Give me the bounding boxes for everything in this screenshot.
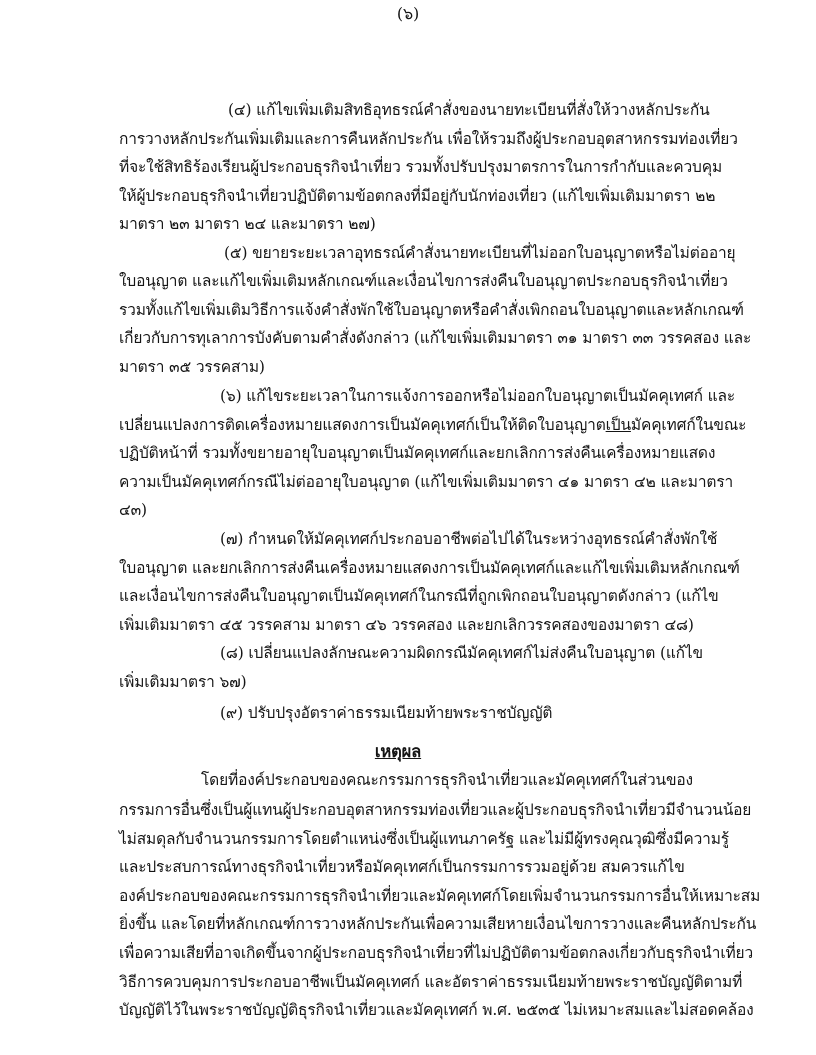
item-line: รวมทั้งแก้ไขเพิ่มเติมวิธีการแจ้งคำสั่งพักใช้ใบอนุญาตหรือคำสั่งเพิกถอนใบอนุญาตและหลักเกณฑ์ [119, 301, 744, 319]
underlined-word: เป็น [605, 416, 631, 434]
item-line: การวางหลักประกันเพิ่มเติมและการคืนหลักประกัน เพื่อให้รวมถึงผู้ประกอบอุตสาหกรรมท่องเที่ยว [119, 130, 738, 148]
item-line-head: เปลี่ยนแปลงการติดเครื่องหมายแสดงการเป็นมัคคุเทศก์เป็นให้ติดใบอนุญาต [119, 416, 606, 434]
page-number: (๖) [396, 4, 420, 23]
item-line: (๗) กำหนดให้มัคคุเทศก์ประกอบอาชีพต่อไปได้ในระหว่างอุทธรณ์คำสั่งพักใช้ [220, 530, 718, 548]
reasons-line: ยิ่งขึ้น และโดยที่หลักเกณฑ์การวางหลักประกันเพื่อความเสียหายเงื่อนไขการวางและคืนหลักประกัน [119, 915, 757, 933]
item-line: ปฏิบัติหน้าที่ รวมทั้งขยายอายุใบอนุญาตเป็นมัคคุเทศก์และยกเลิกการส่งคืนเครื่องหมายแสดง [119, 444, 716, 462]
reasons-line: กรรมการอื่นซึ่งเป็นผู้แทนผู้ประกอบอุตสาหกรรมท่องเที่ยวและผู้ประกอบธุรกิจนำเที่ยวมีจำนวนน้อย [119, 801, 752, 819]
item-line: และเงื่อนไขการส่งคืนใบอนุญาตเป็นมัคคุเทศก์ในกรณีที่ถูกเพิกถอนใบอนุญาตดังกล่าว (แก้ไข [119, 587, 719, 605]
item-line: ให้ผู้ประกอบธุรกิจนำเที่ยวปฏิบัติตามข้อตกลงที่มีอยู่กับนักท่องเที่ยว (แก้ไขเพิ่มเติมมาตรา ๒๒ [119, 187, 716, 205]
reasons-line: และประสบการณ์ทางธุรกิจนำเที่ยวหรือมัคคุเทศก์เป็นกรรมการรวมอยู่ด้วย สมควรแก้ไข [119, 858, 685, 876]
reasons-line: องค์ประกอบของคณะกรรมการธุรกิจนำเที่ยวและมัคคุเทศก์โดยเพิ่มจำนวนกรรมการอื่นให้เหมาะสม [119, 887, 761, 905]
reasons-line: โดยที่องค์ประกอบของคณะกรรมการธุรกิจนำเที่ยวและมัคคุเทศก์ในส่วนของ [201, 771, 693, 789]
item-line: ความเป็นมัคคุเทศก์กรณีไม่ต่ออายุใบอนุญาต (แก้ไขเพิ่มเติมมาตรา ๔๑ มาตรา ๔๒ และมาตรา [119, 473, 734, 491]
item-line: ใบอนุญาต และแก้ไขเพิ่มเติมหลักเกณฑ์และเงื่อนไขการส่งคืนใบอนุญาตประกอบธุรกิจนำเที่ยว [119, 272, 728, 290]
item-line: (๔) แก้ไขเพิ่มเติมสิทธิอุทธรณ์คำสั่งของนายทะเบียนที่สั่งให้วางหลักประกัน [228, 101, 710, 119]
item-line: (๙) ปรับปรุงอัตราค่าธรรมเนียมท้ายพระราชบัญญัติ [220, 704, 553, 722]
item-line: ๔๓) [119, 501, 147, 519]
item-line: เพิ่มเติมมาตรา ๖๗) [119, 673, 247, 691]
item-line: มาตรา ๓๕ วรรคสาม) [119, 358, 265, 376]
item-line: มาตรา ๒๓ มาตรา ๒๔ และมาตรา ๒๗) [119, 215, 376, 233]
item-line: ใบอนุญาต และยกเลิกการส่งคืนเครื่องหมายแสดงการเป็นมัคคุเทศก์และแก้ไขเพิ่มเติมหลักเกณฑ์ [119, 559, 740, 577]
reasons-line: ไม่สมดุลกับจำนวนกรรมการโดยตำแหน่งซึ่งเป็นผู้แทนภาครัฐ และไม่มีผู้ทรงคุณวุฒิซึ่งมีความรู้ [119, 830, 729, 848]
item-line [119, 415, 746, 435]
item-line: (๘) เปลี่ยนแปลงลักษณะความผิดกรณีมัคคุเทศก์ไม่ส่งคืนใบอนุญาต (แก้ไข [220, 644, 704, 662]
item-line: เพิ่มเติมมาตรา ๔๕ วรรคสาม มาตรา ๔๖ วรรคสอง และยกเลิกวรรคสองของมาตรา ๔๘) [119, 616, 694, 634]
reasons-heading: เหตุผล [374, 742, 422, 761]
item-line: (๖) แก้ไขระยะเวลาในการแจ้งการออกหรือไม่ออกใบอนุญาตเป็นมัคคุเทศก์ และ [220, 387, 735, 405]
reasons-line: บัญญัติไว้ในพระราชบัญญัติธุรกิจนำเที่ยวและมัคคุเทศก์ พ.ศ. ๒๕๓๕ ไม่เหมาะสมและไม่สอดคล้อง [119, 1001, 754, 1019]
item-line: (๕) ขยายระยะเวลาอุทธรณ์คำสั่งนายทะเบียนที่ไม่ออกใบอนุญาตหรือไม่ต่ออายุ [224, 244, 736, 262]
reasons-line: วิธีการควบคุมการประกอบอาชีพเป็นมัคคุเทศก์ และอัตราค่าธรรมเนียมท้ายพระราชบัญญัติตามที่ [119, 973, 743, 991]
item-line-tail: มัคคุเทศก์ในขณะ [630, 416, 747, 434]
item-line: ที่จะใช้สิทธิร้องเรียนผู้ประกอบธุรกิจนำเที่ยว รวมทั้งปรับปรุงมาตรการในการกำกับและควบคุม [119, 158, 723, 176]
item-line: เกี่ยวกับการทุเลาการบังคับตามคำสั่งดังกล่าว (แก้ไขเพิ่มเติมมาตรา ๓๑ มาตรา ๓๓ วรรคสอง และ [119, 329, 752, 347]
reasons-line: เพื่อความเสียที่อาจเกิดขึ้นจากผู้ประกอบธุรกิจนำเที่ยวที่ไม่ปฏิบัติตามข้อตกลงเกี่ยวกับธุรกิจนำเที่ยว [119, 944, 754, 962]
